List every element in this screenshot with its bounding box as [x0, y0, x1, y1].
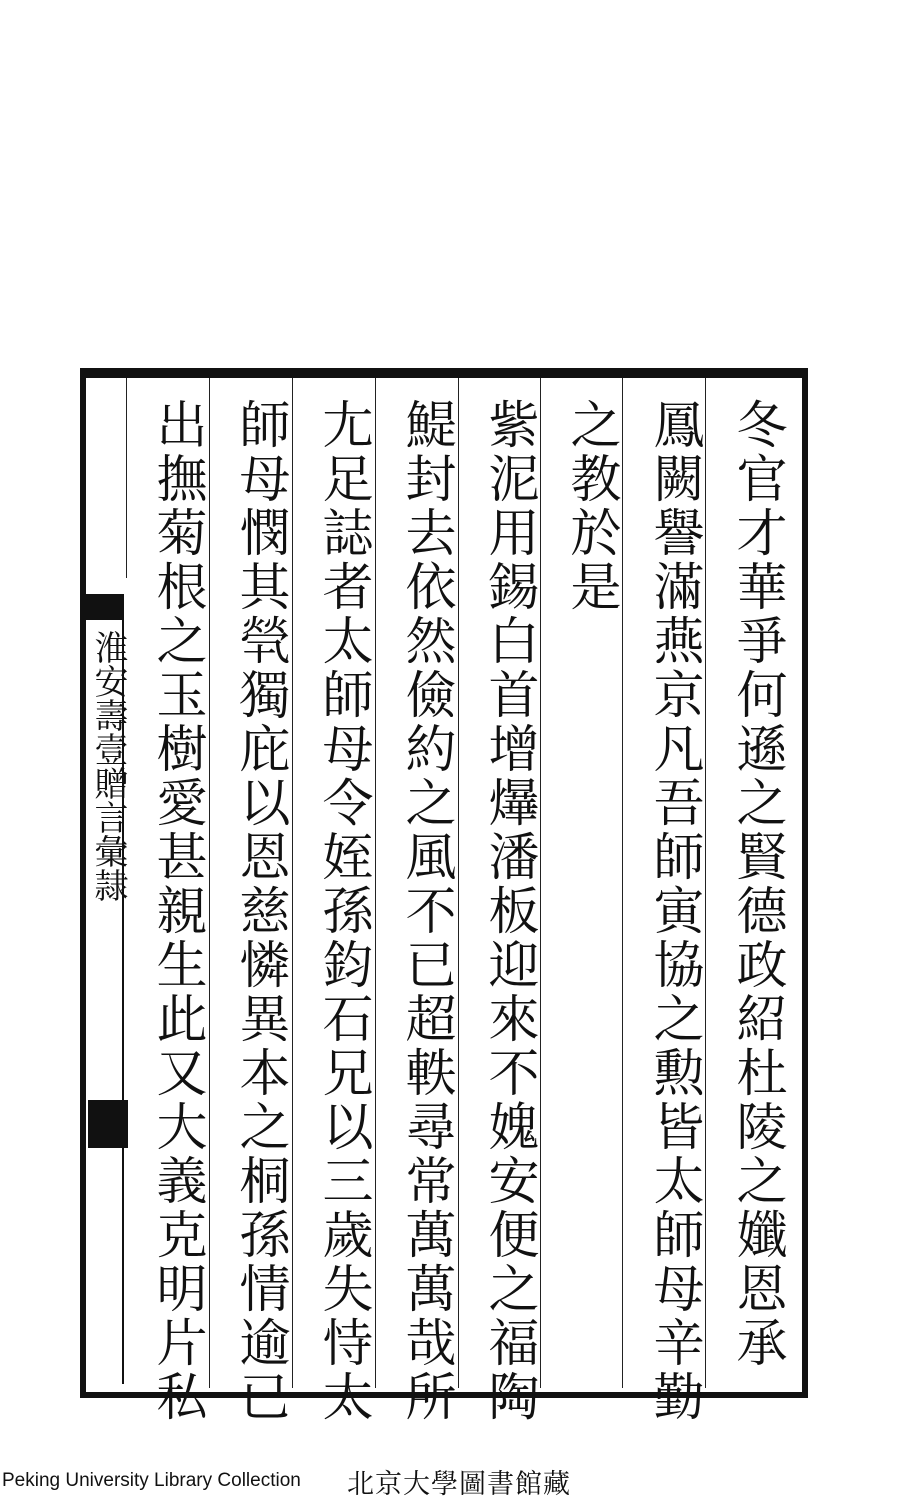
- text-column-7: 師母憫其煢獨庇以恩慈憐異本之桐孫情逾已: [230, 398, 289, 1424]
- text-column-3: 之教於是: [561, 398, 620, 614]
- footer-collection-label-cjk: 北京大學圖書館藏: [347, 1469, 571, 1500]
- text-column-5: 鯷封去依然儉約之風不已超軼尋常萬萬哉所: [396, 398, 455, 1424]
- text-column-1: 冬官才華爭何遜之賢德政紹杜陵之孅恩承: [727, 398, 786, 1370]
- footer-collection-label: Peking University Library Collection: [2, 1470, 301, 1491]
- text-column-6: 尢足誌者太師母令姪孫鈞石兄以三歲失恃太: [313, 398, 372, 1424]
- text-column-4: 紫泥用錫白首增爗潘板迎來不媿安便之福陶: [479, 398, 538, 1424]
- text-column-8: 出撫菊根之玉樹愛甚親生此又大義克明片私: [147, 398, 206, 1424]
- text-column-2: 鳳闕譽滿燕京凡吾師寅協之勲皆太師母辛勤: [644, 398, 703, 1424]
- margin-title: 淮安壽壹贈言彙隷: [88, 630, 128, 902]
- margin-folio-mark: [88, 1100, 128, 1148]
- column-rule: [126, 378, 127, 578]
